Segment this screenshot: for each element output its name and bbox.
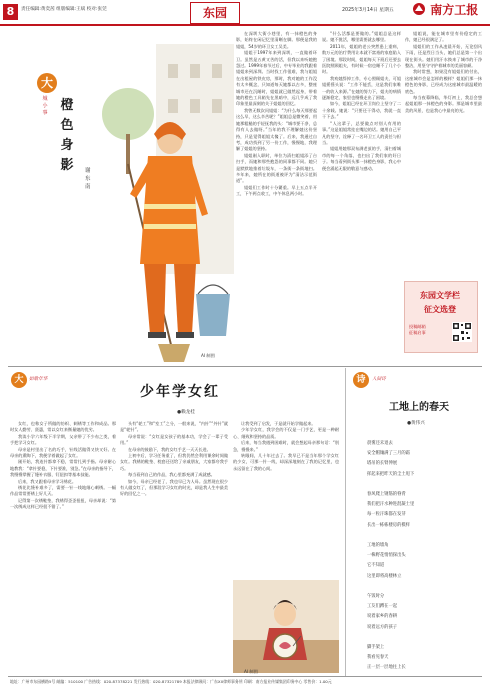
essay1-title-char: 身 <box>60 138 74 153</box>
poem-line: 午饭时分 <box>367 594 385 599</box>
essay2-paragraph: 让我受到了启发，于是就开始学做起来。 <box>241 421 316 426</box>
logo-text: 南方工报 <box>430 3 479 17</box>
poem-line: 长出一栋栋楼房的模样 <box>367 522 410 528</box>
poem-category: 人间诗 <box>372 377 386 382</box>
poem-line: 春风爬上钢筋的脊背 <box>367 492 406 497</box>
mail-value: 征稿启事 <box>409 330 426 336</box>
essay2-paragraph: 少年学女红，我学会的不仅是一门手艺，更是一种耐心、细致和坚持的品质。 <box>233 427 339 439</box>
poem-line: 正一层一层地往上长 <box>367 665 406 671</box>
essay1-title-char: 橙 <box>60 98 74 113</box>
essay1-title-char: 色 <box>60 118 74 133</box>
essay1-paragraph: 2011年，姐姐的老公突然患上重病，数万元的治疗费用让本就不富裕的家庭陷入了困境。那段时间，姐姐每天下班后还要去医院照顾姐夫，有时候一宿也睡不了几个小时。 <box>322 43 401 75</box>
poem-line: 这里即将高楼林立 <box>367 573 402 579</box>
illustration-caption-text: AI 制图 <box>201 353 215 358</box>
essay2-category: 如歌年华 <box>29 377 48 382</box>
section-divider <box>8 366 482 367</box>
essay1-title <box>58 96 76 176</box>
footer-rule <box>8 676 482 677</box>
essay1-paragraph: 姐姐们工作时十分繁重。早上五点半开工，下午两点收工，中午休息两小时。 <box>236 184 317 197</box>
essay2-paragraph: 头有“轮工”和“室工”之分，一般来说，“内针”“外针”就是“轮针”。 <box>120 421 228 433</box>
submissions-title: 东园文学栏 <box>420 290 460 300</box>
essay2-paragraph: 绣花比缝补难多了，需要一针一线地细心刺绣。一幅作品常常要绣上好几天。 <box>10 485 116 497</box>
essay2-paragraph: 上初中后，学习任务重了，但我仍然会利用课余时间做女红。我绣的鞋垫、枕套还送给了亲戚朋友，大家都夸我手巧。 <box>120 453 228 471</box>
essay2-title: 少年学女红 <box>140 384 220 400</box>
essay1-paragraph: 姐姐刚入职时，单位为清扫姐姐添了台扫手，而她和那些抱怨的同事都不同。她只是默默地推着垃圾车，一条街一条街地扫。多年来，她所在的街道被评为“清洁示范街道”。 <box>236 152 317 184</box>
essay1-paragraph: 我曾无数次问姐姐：“为什么每天那要起这么早，这么辛苦呢？”姐姐总是微笑着，用她那粗糙的手轻抚我的头：“城市要干净，总得有人去做呀。”当年的我不理解她这份坚持，只是觉得姐姐太傻了。后来，我通过自考，成功找到了另一份工作，慢慢地，我理解了姐姐的坚持。 <box>236 107 317 152</box>
poem-line: 一株野花悄悄探出头 <box>367 553 406 559</box>
essay1-paragraph: 在深圳大街小巷里，有一抹橙色的身影，始终在闲记忆里清晰在脚。那便是我的姐姐，54岁的环卫女工吴美。 <box>236 31 317 49</box>
essay1-title-char: 影 <box>60 158 74 173</box>
essay2-paragraph: 如今，母亲已经老了，我也早已为人母。虽然现在很少有人做女红了，但那段学习女红的时光，却是我人生中最美好的回忆之一。 <box>120 478 228 497</box>
column-badge: 大 <box>37 73 57 93</box>
page-header <box>0 0 490 26</box>
poem-badge: 诗 <box>353 372 369 388</box>
essay2-paragraph: 母亲常说：“女红是女孩子的基本功，学会了一辈子受用。” <box>120 433 228 446</box>
essay1-column-2 <box>322 31 401 363</box>
mail-label: 投稿邮箱 <box>409 324 426 329</box>
page-footer: 地址：广州市东园横路5号 邮编：510100 广告热线：020-87378221 发行热线：020-87321789 本报法律顾问：广东XX律师事务所 印刷：南方报业传媒集团印务中心 零售价：1.00元 <box>10 679 332 684</box>
poem-line: 每一粒汗珠都在发芽 <box>367 512 406 518</box>
sanitation-worker-illustration <box>98 44 234 364</box>
essay1-paragraph: 我时常想，如果没有姐姐们的付出，这座城市会是怎样的模样？姐姐们那一抹橙色的身影，已经成为这座城市最温暖的底色。 <box>405 69 482 94</box>
qr-code-icon[interactable] <box>452 322 472 342</box>
essay2-paragraph: 后来，我又跟着母亲学习绣花。 <box>18 478 76 484</box>
essay1-paragraph: 每当夜幕降临，华灯初上，我总会想起姐姐那一抹橙色的身影。那是城市里最美的风景，也是我心中最亮的光。 <box>405 95 482 113</box>
essay2-paragraph: 每当看到自己的作品，我心里都充满了成就感。 <box>128 472 215 478</box>
poem-line: 工地的墙角 <box>367 543 389 548</box>
essay2-paragraph: 记得第一次绣鞋垫，我绣得歪歪扭扭，母亲却说：“第一次绣成这样已经很不错了。” <box>10 497 116 510</box>
essay2-paragraph: 刚开始，我连针都拿不稳，常常扎到手指。母亲耐心地教我：“拿针要稳，下针要准，别急。”在母亲的指导下，我慢慢掌握了缝补衣服、钉纽扣等基本技能。 <box>10 459 116 478</box>
page-number: 8 <box>3 4 18 20</box>
essay1-paragraph: 我劝她辞掉工作，专心照顾姐夫，可姐姐摇摇头说：“工作不能丢，这是我们家唯一的收入来源。”在她的努力下，姐夫的病情逐渐稳定，家里也慢慢走出了困境。 <box>322 75 401 101</box>
essay2-paragraph: 转眼间，几十年过去了。我早已不是当年那个学女红的少女，可那一针一线，却深深地刻在了我的记忆里，也永远留在了我的心间。 <box>233 453 339 471</box>
essay2-paragraph: 后来，每当我遇到困难时，就会想起母亲那句话：“别急，慢慢来。” <box>233 440 339 452</box>
essay1-paragraph: 姐姐们的工作从凌晨开始，无论刮风下雨，还是烈日当头，她们总是第一个出现在街头。她们用汗水换来了城市的干净整洁，用坚守守护着城市的美丽容颜。 <box>405 43 482 69</box>
essay2-author: ●赖龙桂 <box>177 410 195 415</box>
poem-line: 我们把汗水种进混凝土里 <box>367 502 415 508</box>
column-badge: 大 <box>11 372 27 388</box>
poem-line: 安全帽镶满了三月的霜 <box>367 451 410 457</box>
essay1-column-1 <box>236 31 317 363</box>
essay1-paragraph: 姐姐用她那双布满老茧的手，清扫着城市的每一个角落，也扫出了我们家的好日子。每当看到街头那一抹橙色身影，我心中便会涌起无限的敬意与感动。 <box>322 146 401 171</box>
poem-line: 脚手架上 <box>367 645 385 650</box>
essay1-column-3 <box>405 31 482 277</box>
poem-line: 它不知道 <box>367 563 385 569</box>
section-title: 东园 <box>190 2 240 24</box>
poem-line: 说着家乡的春耕 <box>367 614 398 620</box>
essay2-column-1 <box>10 421 116 673</box>
essay2-column-3 <box>233 421 339 577</box>
column-divider <box>345 368 346 676</box>
poem-title: 工地上的春天 <box>389 402 449 413</box>
newspaper-logo <box>412 1 488 23</box>
essay1-author: 谢东南 <box>85 168 91 190</box>
issue-date: 2025年3月14日 星期五 <box>342 8 394 13</box>
photo-caption: AI 制图 <box>244 669 258 674</box>
essay1-paragraph: “什么活都是要做的。”姐姐总是这样说。她不挑活，哪里需要就去哪里。 <box>322 31 401 43</box>
essay2-paragraph: 母亲是村里出了名的巧手，针线活做得又快又好。在母亲的熏陶下，我便学着做起了女红。 <box>10 446 116 459</box>
poem-line: 晨雾还未退去 <box>367 441 393 446</box>
logo-mark-icon <box>412 2 426 16</box>
column-brand: 城小事 <box>42 96 48 116</box>
poem-line: 塔吊的长臂伸展 <box>367 461 398 467</box>
header-rule <box>0 24 490 26</box>
essay1-paragraph: 如今，姐姐已经在环卫岗位上坚守了二十余载。她说：“只要还干得动，我就一直干下去。” <box>322 101 401 120</box>
illustration-caption <box>201 353 215 359</box>
submissions-mail <box>409 324 445 337</box>
poem-line: 我看见春天 <box>367 655 389 661</box>
poem-line: 工友们蹲在一起 <box>367 604 398 610</box>
essay2-paragraph: 我读小学六年级下半学期，父亲带了不少布之类，着手把学习女红。 <box>10 433 116 446</box>
embroidery-illustration <box>233 580 339 673</box>
essay2-paragraph: 女红，也称女子所做的纺织、刺绣等工作和成品。那时女人勤劳、贤惠，常以女红来衡量她的优劣。 <box>10 421 116 433</box>
essay1-paragraph: 姐姐说，能在城市里有份稳定的工作，她已经很满足了。 <box>405 31 482 43</box>
editors-line: 责任编辑:黄奕茜 组版编辑:王斌 校对:张莞 <box>21 7 107 12</box>
poem-author: ●黄伟兴 <box>407 421 425 426</box>
poem-line: 说着远方的孩子 <box>367 624 398 630</box>
submissions-subtitle: 征文选登 <box>424 304 456 314</box>
essay1-paragraph: “人这辈子，总要做点对别人有用的事。”这是姐姐常挂在嘴边的话。她用自己平凡的坚守，诠释了一名环卫工人的责任与担当。 <box>322 120 401 145</box>
essay2-paragraph: 在母亲的鼓励下，我的女红手艺一天天长进。 <box>128 446 211 452</box>
essay1-paragraph: 姐姐于1997年来到深圳，一直做着环卫。虽然是五黄又苦的活，但我以来听她抱怨过。1999年春节过后，中专毕业的我跟着姐姐来到深圳。当时找工作很难，我与姐姐在出租屋的铁皮房，那时，我对她的工作没有太多概念，只知道每天她都以古多，整座城市还在沉睡时，姐姐就已做然起身，带着她的橙色工具箱先在黑暗中，远几乎成了我印象里最深刻的关于姐姐的回忆。 <box>236 50 317 107</box>
essay2-column-2 <box>120 421 228 673</box>
poem-line: 挥起来把昨天的尘土甩下 <box>367 471 415 477</box>
